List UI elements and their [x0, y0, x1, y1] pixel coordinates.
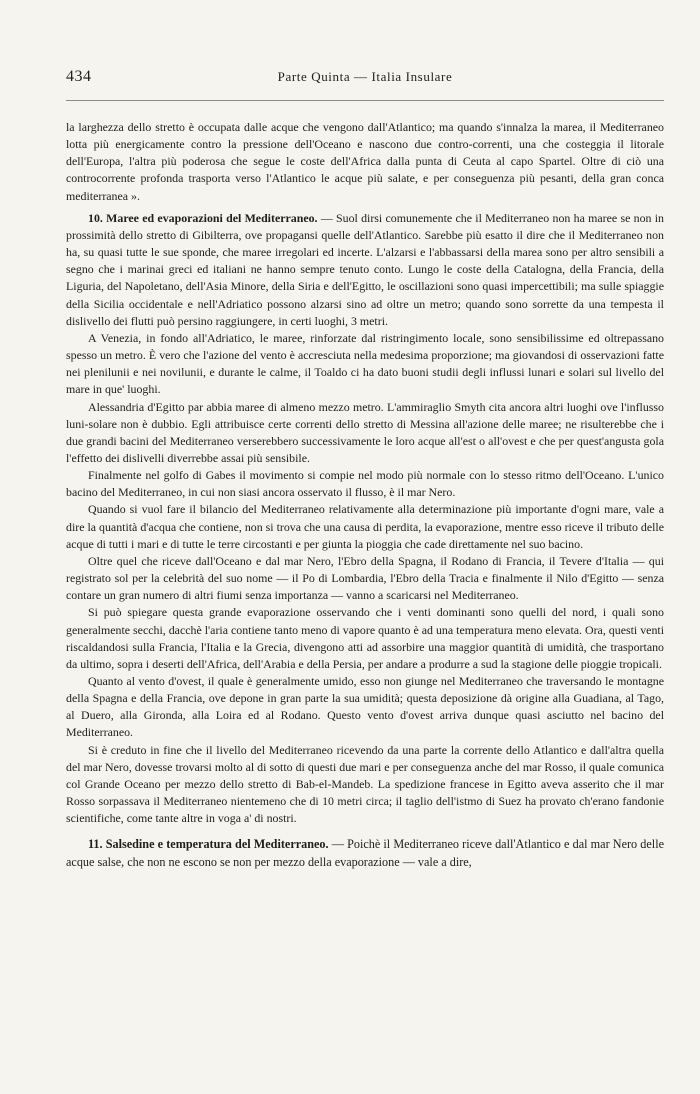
section-number: 11.: [88, 837, 103, 852]
section-10-paragraph: [66, 210, 664, 330]
paragraph-4: Alessandria d'Egitto par abbia maree di almeno mezzo metro. L'ammiraglio Smyth cita ancora altri luoghi ove l'influsso luni-solare non è dubbio. Egli attribuisce certe correnti dello stretto di Messina all'azione delle maree; ne risulterebbe che i due grandi bacini del Mediterraneo verserebbero successivamente le loro acque all'est o all'ovest e che per quest'angusta gola l'effetto dei dislivelli diverrebbe assai più sensibile.: [66, 399, 664, 465]
section-number: 10.: [88, 210, 103, 225]
paragraph-9: Quanto al vento d'ovest, il quale è generalmente umido, esso non giunge nel Mediterraneo che traversando le montagne della Spagna e della Francia, ove depone in gran parte la sua umidità; questa deposizione dà origine alla Guadiana, al Tago, al Duero, alla Gironda, alla Loira ed al Rodano. Questo vento d'ovest arriva dunque quasi asciutto nel bacino del Mediterraneo.: [66, 674, 664, 740]
paragraph-8: Si può spiegare questa grande evaporazione osservando che i venti dominanti sono quelli del nord, i quali sono generalmente secchi, dacchè l'aria contiene tanto meno di vapore quanto è ad una temperatura meno elevata. Ora, questi venti riscaldandosi sulla Francia, l'Italia e la Grecia, divengono atti ad assorbire una maggior quantità di umidità, che trasportano da ultimo, sopra i deserti dell'Africa, dell'Arabia e della Persia, per andare a produrre a sud la stagione delle pioggie tropicali.: [66, 605, 664, 671]
paragraph-6: Quando si vuol fare il bilancio del Mediterraneo relativamente alla determinazione più importante d'ogni mare, vale a dire la quantità d'acqua che contiene, non si trova che una causa di perdita, la evaporazione, mentre esso riceve il tributo delle acque di tutti i mari e di tutte le terre circostanti e per giunta la pioggia che cade direttamente nel suo bacino.: [66, 502, 664, 551]
body-text: [66, 119, 664, 871]
paragraph-1: la larghezza dello stretto è occupata dalle acque che vengono dall'Atlantico; ma quando s'innalza la marea, il Mediterraneo lotta più energicamente contro la pressione dell'Oceano e nascono due contro-correnti, una che costeggia il litorale dell'Europa, l'altra più poderosa che segue le coste dell'Africa dalla punta di Ceuta al capo Spartel. Oltre di ciò una controcorrente profonda trasporta verso l'Atlantico le acque più salate, e per conseguenza più pesanti, della gran conca mediterranea ».: [66, 120, 664, 203]
page-header: [66, 68, 664, 88]
paragraph-10: Si è creduto in fine che il livello del Mediterraneo ricevendo da una parte la corrente dello Atlantico e dall'altra quella del mar Nero, dovesse trovarsi molto al di sotto di questi due mari e per conseguenza anche del mar Rosso, il quale comunica col Grande Oceano per mezzo dello stretto di Bab-el-Mandeb. La spedizione francese in Egitto aveva asserito che il mar Rosso sorpassava il Mediterraneo nientemeno che di 10 metri circa; il taglio dell'istmo di Suez ha provato ch'erano fandonie scientifiche, come tante altre in voga a' di nostri.: [66, 742, 664, 826]
paragraph-7: Oltre quel che riceve dall'Oceano e dal mar Nero, l'Ebro della Spagna, il Rodano di Francia, il Tevere d'Italia — qui registrato sol per la celebrità del suo nome — il Po di Lombardia, l'Ebro della Tracia e finalmente il Nilo d'Egitto — senza contare un gran numero di altri fiumi senza importanza — vanno a scaricarsi nel Mediterraneo.: [66, 553, 664, 603]
section-title: Maree ed evaporazioni del Mediterraneo.: [106, 210, 318, 225]
section-text: — Poichè il Mediterraneo riceve dall'Atlantico e dal mar Nero delle acque salse, che non ne escono se non per mezzo della evaporazione — vale a dire,: [66, 837, 664, 870]
section-text: — Suol dirsi comunemente che il Mediterraneo non ha maree se non in prossimità dello stretto di Gibilterra, ove propagansi quelle dell'Atlantico. Sarebbe più esatto il dire che il Mediterraneo non ha, su quasi tutte le sue sponde, che maree irregolari ed incerte. L'alzarsi e l'abbassarsi della marea sono per altro sensibili a segno che i marinai greci ed italiani ne hanno sempre tenuto conto. Lungo le coste della Catalogna, della Francia, della Liguria, del Napoletano, dell'Asia Minore, della Siria e dell'Egitto, le oscillazioni sono quasi impercettibili; ma sulle spiaggie della Sicilia occidentale e nell'Adriatico possono alzarsi sino ad oltre un metro; quando sono sorrette da una tempesta il dislivello dei flutti può persino raggiungere, in certi luoghi, 3 metri.: [66, 210, 665, 328]
running-title: Parte Quinta — Italia Insulare: [277, 69, 453, 84]
page-number: 434: [66, 68, 92, 85]
header-rule: [66, 100, 664, 101]
paragraph-5: Finalmente nel golfo di Gabes il movimento si compie nel modo più normale con lo stesso ritmo dell'Oceano. L'unico bacino del Mediterraneo, in cui non siasi ancora osservato il flusso, è il mar Nero.: [66, 468, 664, 500]
section-title: Salsedine e temperatura del Mediterraneo.: [105, 837, 329, 852]
section-11-paragraph: [66, 835, 664, 871]
paragraph-3: A Venezia, in fondo all'Adriatico, le maree, rinforzate dal ristringimento locale, sono sensibilissime ed oltrepassano spesso un metro. È vero che l'azione del vento è accresciuta nella medesima proporzione; ma giovandosi di osservazioni fatte nei plenilunii e nei novilunii, e durante le calme, il Toaldo ci ha dato buoni studii degli influssi lunari e solari sul livello del mare in que' luoghi.: [66, 330, 664, 397]
